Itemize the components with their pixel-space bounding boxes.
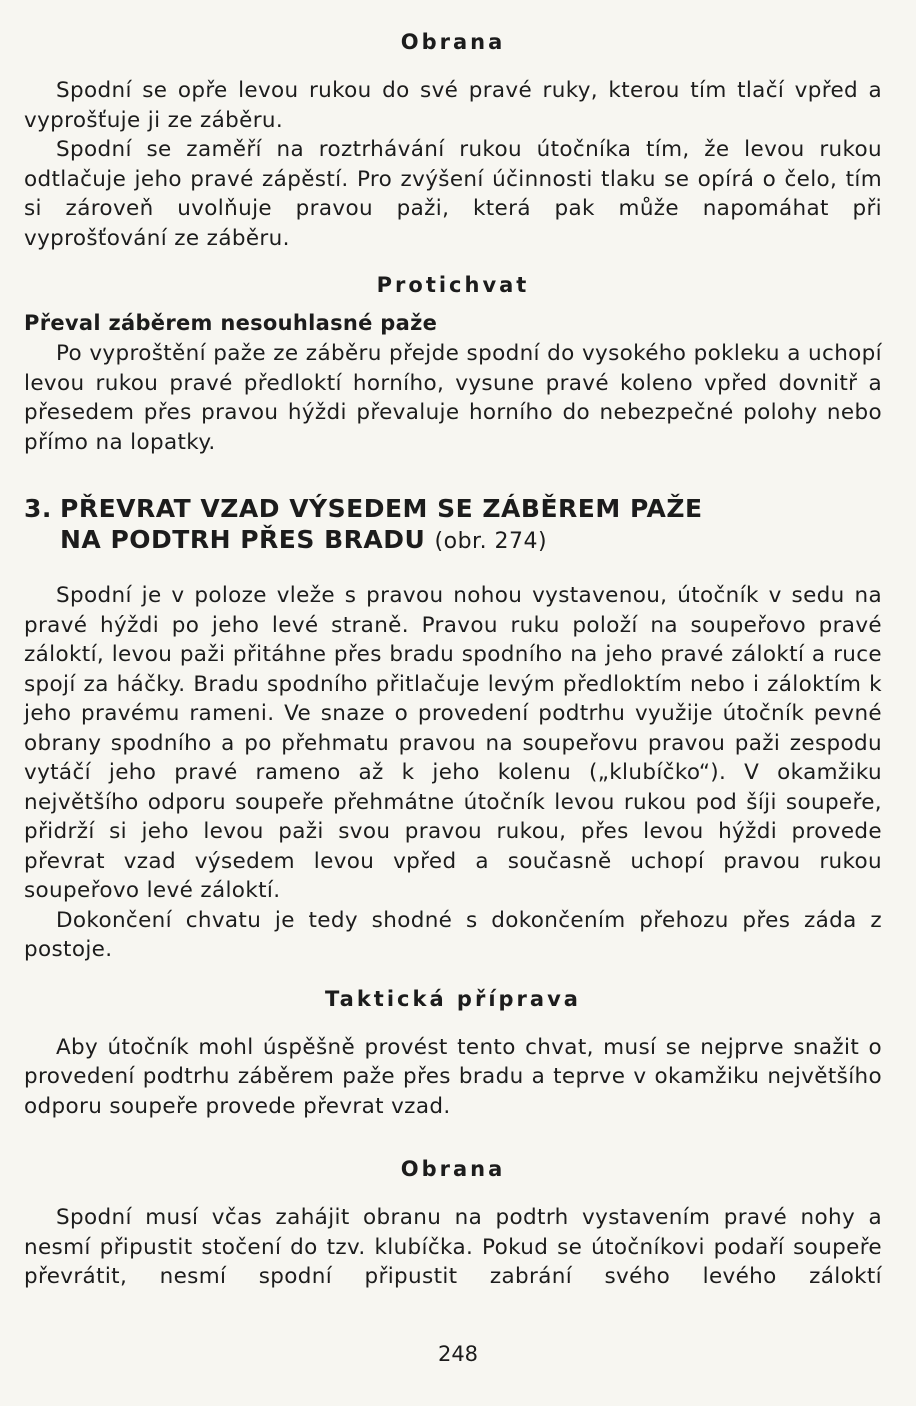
section-heading [24,493,882,557]
paragraph: Po vyproštění paže ze záběru přejde spodní do vysokého pokleku a uchopí levou rukou pravé předloktí horního, vysune pravé koleno vpřed dovnitř a přesedem přes pravou hýždi převaluje horního do nebezpečné polohy nebo přímo na lopatky. [24,341,882,455]
paragraph: Spodní se zaměří na roztrhávání rukou útočníka tím, že levou rukou odtlačuje jeho pravé zápěstí. Pro zvýšení účinnosti tlaku se opírá o čelo, tím si zároveň uvolňuje pravou paži, která pak může napomáhat při vyprošťování ze záběru. [24,137,882,251]
page-number: 248 [437,1342,479,1366]
heading-obrana: Obrana [400,30,506,54]
page-content [24,22,882,1292]
section-title-line1: PŘEVRAT VZAD VÝSEDEM SE ZÁBĚREM PAŽE [60,494,703,523]
heading-obrana: Obrana [400,1157,506,1181]
section-title-line2: NA PODTRH PŘES BRADU [60,525,426,554]
paragraph: Spodní se opře levou rukou do své pravé ruky, kterou tím tlačí vpřed a vyprošťuje ji ze záběru. [24,78,882,133]
figure-reference: (obr. 274) [434,529,548,554]
section-number: 3. [24,494,52,523]
paragraph: Dokončení chvatu je tedy shodné s dokončením přehozu přes záda z postoje. [24,907,882,962]
heading-protichvat: Protichvat [376,273,530,297]
paragraph: Spodní je v poloze vleže s pravou nohou vystavenou, útočník v sedu na pravé hýždi po jeho levé straně. Pravou ruku položí na soupeřovo pravé záloktí, levou paži přitáhne přes bradu spodního na jeho pravé záloktí a ruce spojí za háčky. Bradu spodního přitlačuje levým předloktím nebo i záloktím k jeho pravému rameni. Ve snaze o provedení podtrhu využije útočník pevné obrany spodního a po přehmatu pravou na soupeřovu pravou paži zespodu vytáčí jeho pravé rameno až k jeho kolenu („klubíčko“). V okamžiku největšího odporu soupeře přehmátne útočník levou rukou pod šíji soupeře, přidrží si jeho levou paži svou pravou rukou, přes levou hýždi provede převrat vzad výsedem levou vpřed a současně uchopí pravou rukou soupeřovo levé záloktí. [24,583,882,903]
paragraph: Aby útočník mohl úspěšně provést tento chvat, musí se nejprve snažit o provedení podtrhu záběrem paže přes bradu a teprve v okamžiku největšího odporu soupeře provede převrat vzad. [24,1034,882,1119]
heading-takticka-priprava: Taktická příprava [325,986,581,1011]
paragraph: Spodní musí včas zahájit obranu na podtrh vystavením pravé nohy a nesmí připustit stočení do tzv. klubíčka. Pokud se útočníkovi podaří soupeře převrátit, nesmí spodní připustit zabrání svého levého záloktí [24,1205,882,1289]
subheading-preval: Převal záběrem nesouhlasné paže [24,311,438,335]
